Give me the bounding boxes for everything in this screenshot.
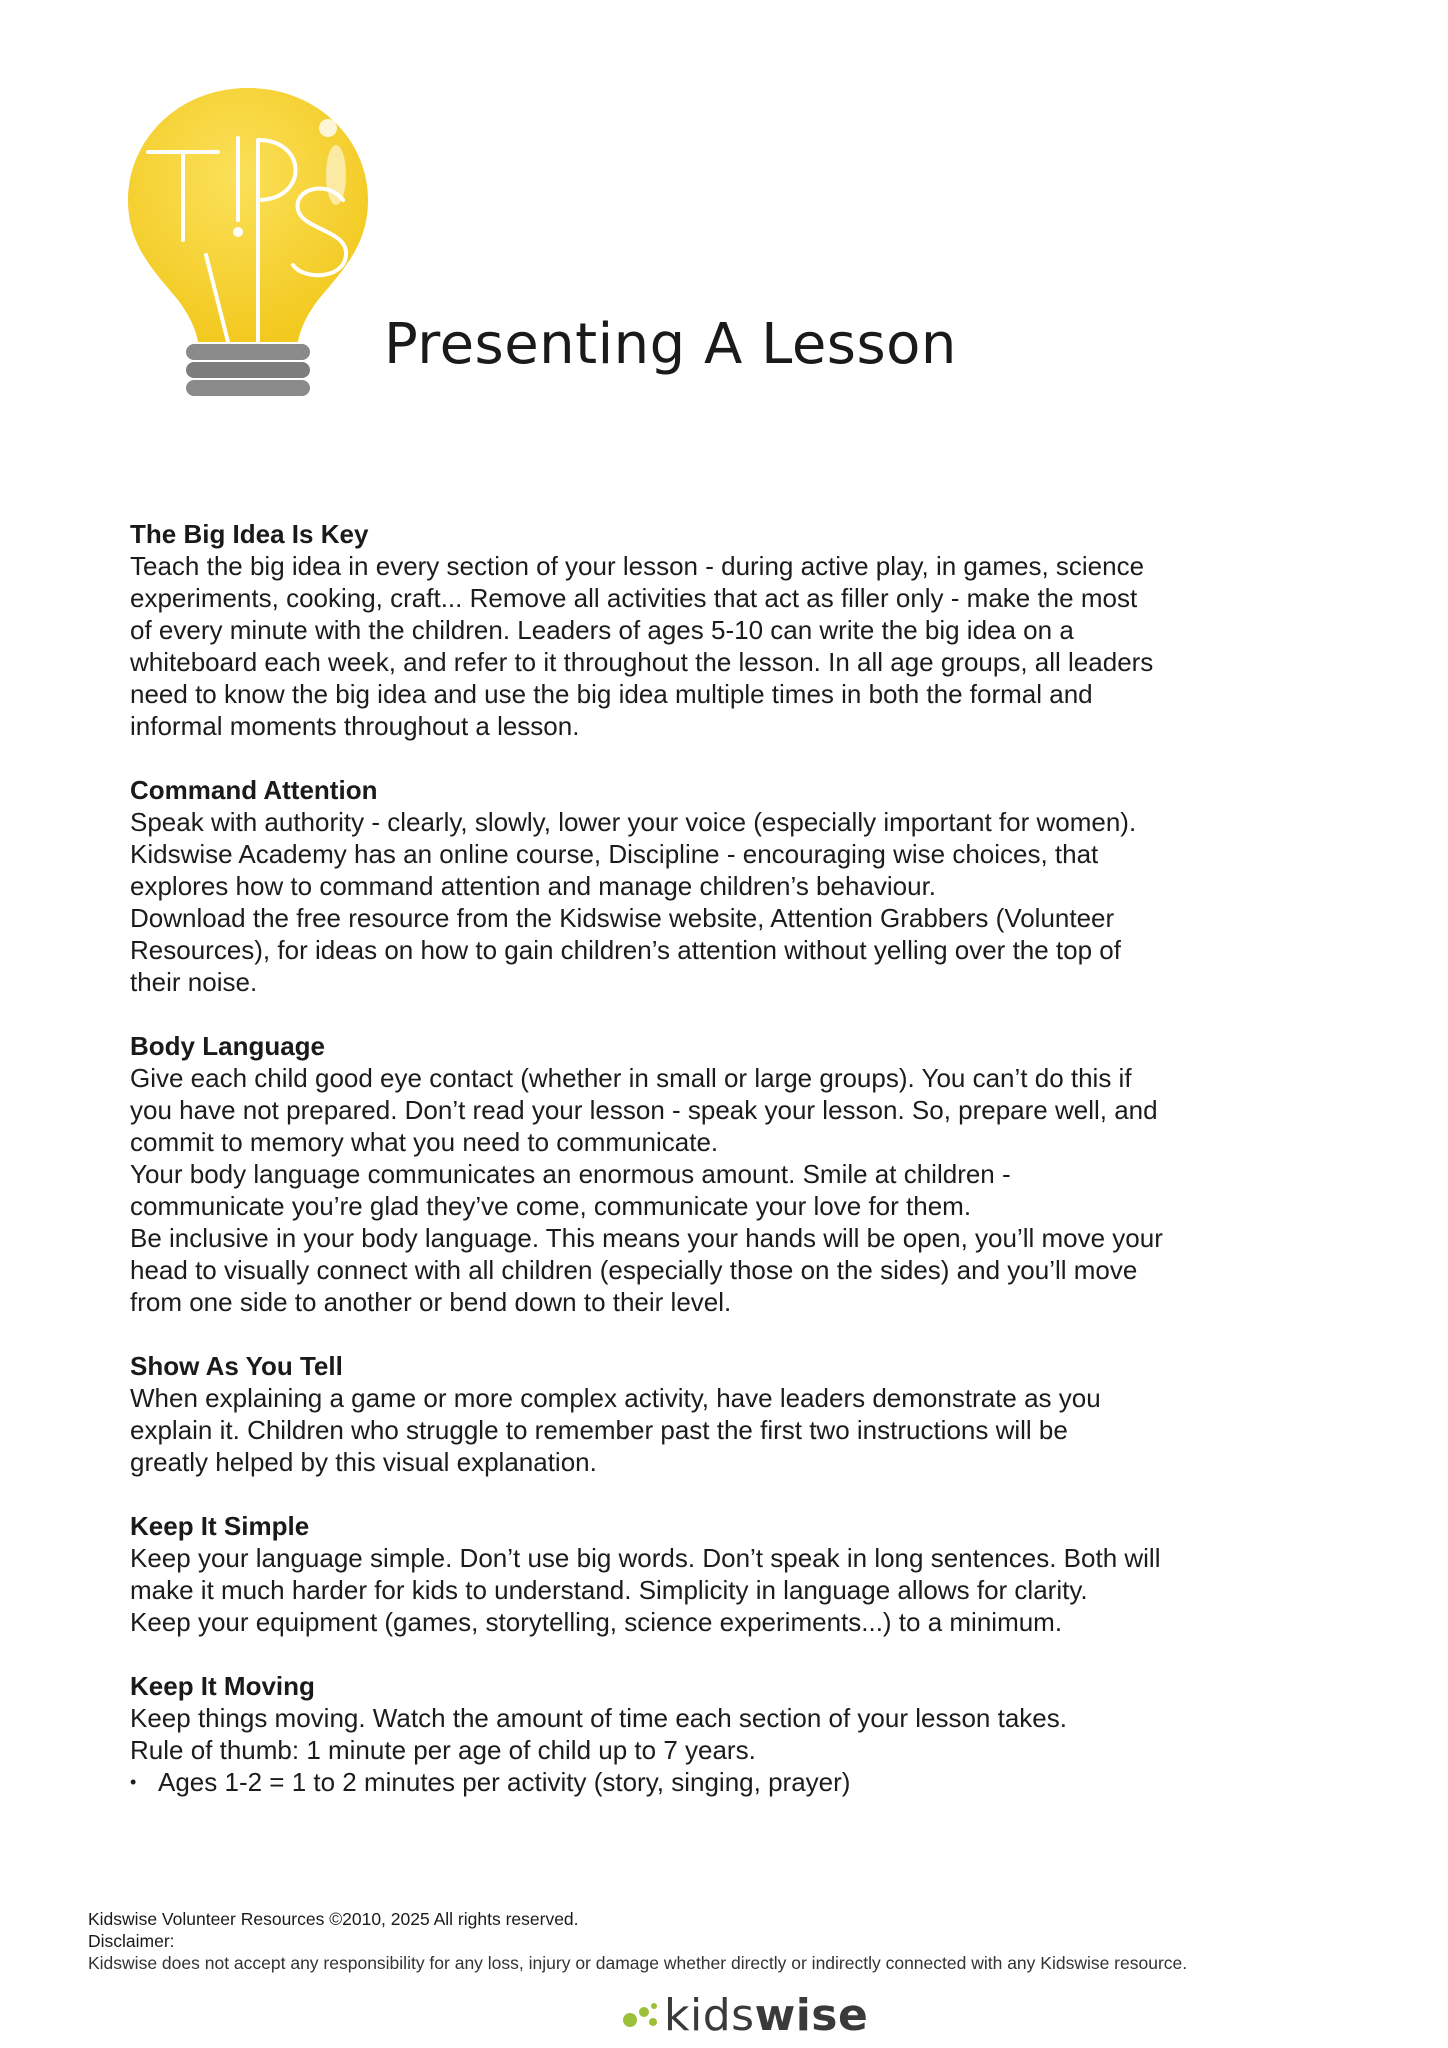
section-line: explores how to command attention and manage children’s behaviour. [130, 871, 937, 901]
section-big-idea [130, 518, 1260, 742]
copyright-text: Kidswise Volunteer Resources ©2010, 2025 All rights reserved. [88, 1909, 579, 1929]
brand-wordmark [664, 1992, 868, 2040]
section-line: Keep your language simple. Don’t use big words. Don’t speak in long sentences. Both will [130, 1543, 1161, 1573]
section-line: When explaining a game or more complex activity, have leaders demonstrate as you [130, 1383, 1101, 1413]
section-line: their noise. [130, 967, 258, 997]
tips-lightbulb-logo [118, 80, 378, 400]
section-line: Keep things moving. Watch the amount of time each section of your lesson takes. [130, 1703, 1067, 1733]
section-keep-it-moving [130, 1670, 1260, 1798]
section-command-attention [130, 774, 1260, 998]
section-line: from one side to another or bend down to their level. [130, 1287, 732, 1317]
section-heading: The Big Idea Is Key [130, 519, 369, 549]
kidswise-dots-icon [620, 1996, 664, 2036]
section-line: need to know the big idea and use the big idea multiple times in both the formal and [130, 679, 1093, 709]
section-line: greatly helped by this visual explanation. [130, 1447, 597, 1477]
section-line: you have not prepared. Don’t read your lesson - speak your lesson. So, prepare well, and [130, 1095, 1158, 1125]
bullet-list [130, 1766, 1260, 1798]
section-line: informal moments throughout a lesson. [130, 711, 580, 741]
section-line: of every minute with the children. Leaders of ages 5-10 can write the big idea on a [130, 615, 1074, 645]
section-line: Speak with authority - clearly, slowly, lower your voice (especially important for women). [130, 807, 1137, 837]
section-line: explain it. Children who struggle to remember past the first two instructions will be [130, 1415, 1068, 1445]
section-heading: Keep It Simple [130, 1511, 310, 1541]
section-show-as-you-tell [130, 1350, 1260, 1478]
kidswise-brand-logo [620, 1992, 868, 2040]
section-line: Resources), for ideas on how to gain children’s attention without yelling over the top of [130, 935, 1121, 965]
section-line: Be inclusive in your body language. This means your hands will be open, you’ll move your [130, 1223, 1163, 1253]
section-heading: Show As You Tell [130, 1351, 343, 1381]
disclaimer-text: Kidswise does not accept any responsibility for any loss, injury or damage whether directly or indirectly connected with any Kidswise resource. [88, 1953, 1188, 1973]
section-line: experiments, cooking, craft... Remove all activities that act as filler only - make the most [130, 583, 1138, 613]
section-line: whiteboard each week, and refer to it throughout the lesson. In all age groups, all leaders [130, 647, 1154, 677]
section-heading: Keep It Moving [130, 1671, 315, 1701]
section-line: Teach the big idea in every section of your lesson - during active play, in games, science [130, 551, 1145, 581]
brand-kids: kids [664, 1990, 755, 2041]
section-line: Keep your equipment (games, storytelling, science experiments...) to a minimum. [130, 1607, 1063, 1637]
page-footer [88, 1908, 1408, 1974]
bullet-item: • Ages 1-2 = 1 to 2 minutes per activity (story, singing, prayer) [130, 1766, 1260, 1798]
section-line: Kidswise Academy has an online course, Discipline - encouraging wise choices, that [130, 839, 1099, 869]
section-line: Your body language communicates an enormous amount. Smile at children - [130, 1159, 1011, 1189]
section-heading: Command Attention [130, 775, 378, 805]
section-keep-it-simple [130, 1510, 1260, 1638]
section-line: make it much harder for kids to understand. Simplicity in language allows for clarity. [130, 1575, 1088, 1605]
section-line: head to visually connect with all children (especially those on the sides) and you’ll move [130, 1255, 1138, 1285]
section-line: Give each child good eye contact (whether in small or large groups). You can’t do this if [130, 1063, 1132, 1093]
section-line: commit to memory what you need to communicate. [130, 1127, 719, 1157]
section-line: communicate you’re glad they’ve come, communicate your love for them. [130, 1191, 972, 1221]
brand-wise: wise [754, 1990, 869, 2041]
section-heading: Body Language [130, 1031, 326, 1061]
section-line: Download the free resource from the Kidswise website, Attention Grabbers (Volunteer [130, 903, 1115, 933]
disclaimer-label: Disclaimer: [88, 1931, 175, 1951]
section-body-language [130, 1030, 1260, 1318]
section-line: Rule of thumb: 1 minute per age of child up to 7 years. [130, 1735, 756, 1765]
main-content [130, 518, 1260, 1830]
page-title: Presenting A Lesson [384, 312, 957, 377]
